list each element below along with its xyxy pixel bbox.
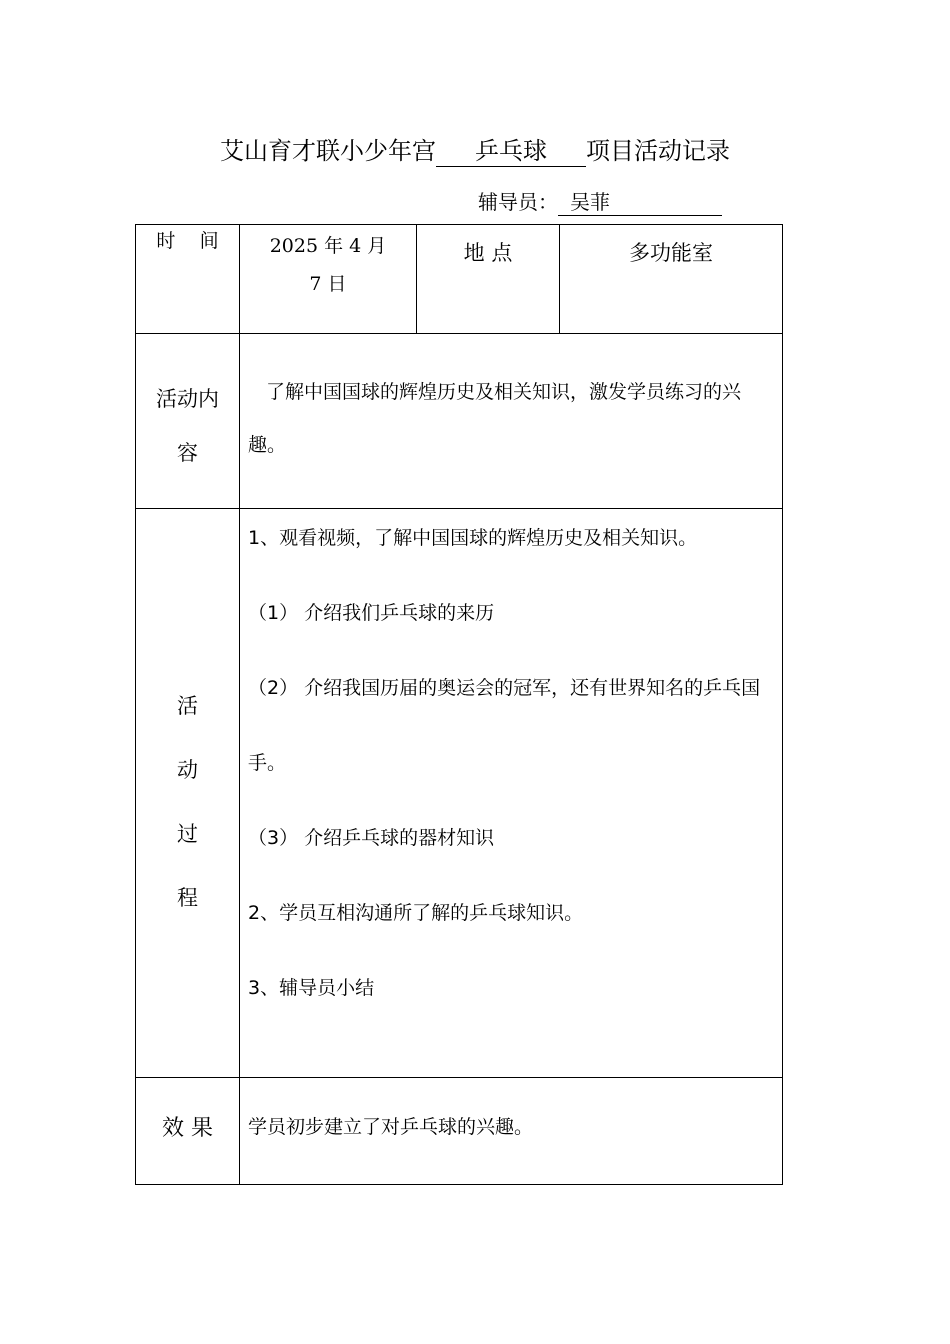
process-label-char: 过 bbox=[177, 822, 198, 846]
content-label-line-2: 容 bbox=[177, 441, 198, 465]
place-label: 地 点 bbox=[463, 241, 513, 265]
process-label bbox=[136, 674, 239, 930]
process-item: 1、观看视频，了解中国国球的辉煌历史及相关知识。 bbox=[248, 527, 698, 549]
process-item: （1） 介绍我们乒乓球的来历 bbox=[248, 602, 495, 624]
table-border-right bbox=[782, 224, 783, 1185]
content-text-line-1: 了解中国国球的辉煌历史及相关知识，激发学员练习的兴 bbox=[266, 381, 742, 403]
process-item: （2） 介绍我国历届的奥运会的冠军，还有世界知名的乒乓国 bbox=[248, 677, 761, 699]
process-item: 手。 bbox=[248, 752, 287, 774]
table-border-top bbox=[135, 224, 783, 225]
counselor-name-field: 吴菲 bbox=[558, 186, 722, 216]
title-prefix: 艾山育才联小少年宫 bbox=[220, 137, 436, 165]
table-divider bbox=[135, 508, 783, 509]
table-divider bbox=[135, 1077, 783, 1078]
process-item: （3） 介绍乒乓球的器材知识 bbox=[248, 827, 495, 849]
process-item: 3、辅导员小结 bbox=[248, 977, 375, 999]
counselor-label: 辅导员： bbox=[478, 190, 558, 214]
time-label: 时 间 bbox=[156, 230, 219, 252]
process-label-char: 程 bbox=[177, 886, 198, 910]
project-name-field: 乒乓球 bbox=[436, 136, 586, 167]
date-line-1: 2025 年 4 月 bbox=[269, 235, 387, 257]
effect-label: 效 果 bbox=[162, 1116, 213, 1141]
content-label bbox=[136, 372, 239, 480]
table-border-bottom bbox=[135, 1184, 783, 1185]
table-divider bbox=[135, 333, 783, 334]
process-label-char: 活 bbox=[177, 694, 198, 718]
title-suffix: 项目活动记录 bbox=[586, 137, 730, 165]
date-value bbox=[240, 226, 416, 304]
content-label-line-1: 活动内 bbox=[156, 387, 219, 411]
table-divider bbox=[239, 224, 240, 1185]
page-title bbox=[0, 131, 950, 167]
date-line-2: 7 日 bbox=[309, 273, 347, 295]
process-label-char: 动 bbox=[177, 758, 198, 782]
effect-value: 学员初步建立了对乒乓球的兴趣。 bbox=[248, 1116, 534, 1138]
place-value: 多功能室 bbox=[629, 241, 713, 265]
process-item: 2、学员互相沟通所了解的乒乓球知识。 bbox=[248, 902, 584, 924]
content-text-line-2: 趣。 bbox=[248, 434, 287, 456]
counselor-line bbox=[478, 186, 722, 216]
